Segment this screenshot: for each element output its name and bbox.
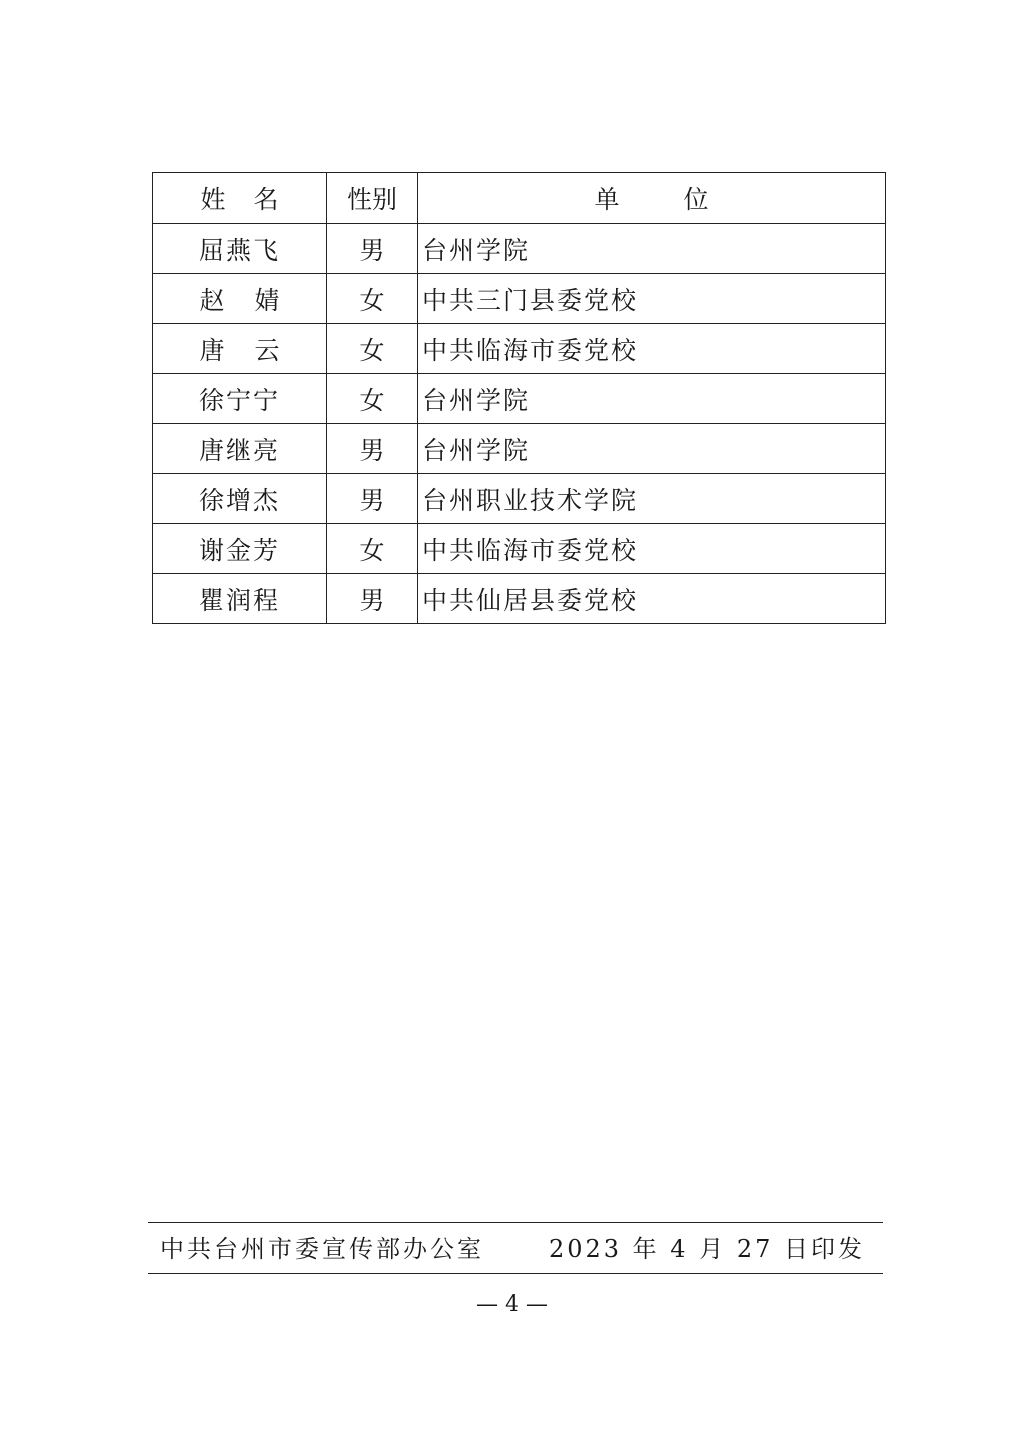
unit-cell: 中共临海市委党校 [418, 324, 886, 374]
header-name: 姓名 [153, 173, 327, 224]
table-row [153, 274, 886, 324]
name-cell: 徐增杰 [153, 474, 327, 524]
name-cell: 屈燕飞 [153, 224, 327, 274]
table-row [153, 224, 886, 274]
table-row [153, 324, 886, 374]
issuer-text: 中共台州市委宣传部办公室 [160, 1235, 484, 1263]
name-cell: 瞿润程 [153, 574, 327, 624]
footer-divider-top [148, 1222, 883, 1223]
gender-cell: 男 [327, 424, 418, 474]
name-cell: 谢金芳 [153, 524, 327, 574]
unit-cell: 中共临海市委党校 [418, 524, 886, 574]
header-gender: 性别 [327, 173, 418, 224]
table-row [153, 424, 886, 474]
gender-cell: 男 [327, 474, 418, 524]
header-unit: 单位 [418, 173, 886, 224]
table-row [153, 474, 886, 524]
gender-cell: 女 [327, 374, 418, 424]
footer-divider-bottom [148, 1273, 883, 1274]
table-row [153, 524, 886, 574]
unit-cell: 中共三门县委党校 [418, 274, 886, 324]
print-footer [160, 1230, 865, 1268]
table-header-row [153, 173, 886, 224]
unit-cell: 中共仙居县委党校 [418, 574, 886, 624]
unit-cell: 台州学院 [418, 374, 886, 424]
gender-cell: 女 [327, 274, 418, 324]
unit-cell: 台州职业技术学院 [418, 474, 886, 524]
table-row [153, 374, 886, 424]
gender-cell: 女 [327, 524, 418, 574]
name-cell: 赵婧 [153, 274, 327, 324]
page-number: — 4 — [476, 1292, 548, 1317]
issue-date-text: 2023 年 4 月 27 日印发 [548, 1235, 865, 1263]
gender-cell: 女 [327, 324, 418, 374]
name-cell: 唐云 [153, 324, 327, 374]
roster-table [152, 172, 886, 624]
gender-cell: 男 [327, 574, 418, 624]
unit-cell: 台州学院 [418, 424, 886, 474]
name-cell: 徐宁宁 [153, 374, 327, 424]
gender-cell: 男 [327, 224, 418, 274]
unit-cell: 台州学院 [418, 224, 886, 274]
table-row [153, 574, 886, 624]
name-cell: 唐继亮 [153, 424, 327, 474]
